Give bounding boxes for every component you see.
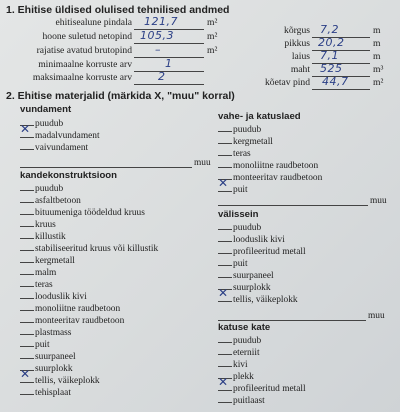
item-label: profileeritud metall <box>233 247 306 257</box>
item-label: plastmass <box>35 328 72 338</box>
item-label: monoliitne raudbetoon <box>233 161 319 171</box>
field-value[interactable]: 20,2 <box>318 36 345 49</box>
field-value[interactable]: 7,2 <box>320 23 339 36</box>
item-label: bituumeniga töödeldud kruus <box>35 208 145 218</box>
section2-title: 2. Ehitise materjalid (märkida X, "muu" korral) <box>6 90 235 102</box>
checkbox-blank[interactable] <box>20 302 34 311</box>
checkbox-blank[interactable] <box>218 245 232 254</box>
checkbox-blank[interactable] <box>20 122 34 138</box>
item-label: kergmetall <box>233 137 273 147</box>
checkbox-blank[interactable] <box>218 334 232 343</box>
check-mark-icon: ✕ <box>218 176 229 190</box>
item-label: puudub <box>35 184 64 194</box>
item-label: kergmetall <box>35 256 75 266</box>
item-label: puit <box>233 259 248 269</box>
field-unit: m² <box>207 45 218 56</box>
checkbox-blank[interactable] <box>218 221 232 230</box>
item-label: teras <box>233 149 251 159</box>
field-unit: m <box>373 25 381 36</box>
checkbox-blank[interactable] <box>218 233 232 242</box>
checkbox-blank[interactable] <box>20 367 34 383</box>
field-value[interactable]: 2 <box>158 70 166 83</box>
item-label: suurpaneel <box>233 271 274 281</box>
kandekonstruktsioon-heading: kandekonstruktsioon <box>20 170 118 181</box>
field-unit: m³ <box>373 64 384 75</box>
field-label: kõetav pind <box>264 77 310 88</box>
field-label: minimaalne korruste arv <box>38 59 132 70</box>
checkbox-blank[interactable] <box>20 206 34 215</box>
vundament-heading: vundament <box>20 104 72 115</box>
checkbox-blank[interactable] <box>20 350 34 359</box>
field-label: maht <box>290 64 310 75</box>
item-label: monteeritav raudbetoon <box>233 173 323 183</box>
section1-title: 1. Ehitise üldised olulised tehnilised andmed <box>6 4 230 16</box>
checkbox-blank[interactable] <box>218 159 232 168</box>
vahelaed-item[interactable] <box>218 176 248 196</box>
field-value[interactable]: 1 <box>165 57 173 70</box>
check-mark-icon: ✕ <box>218 286 229 300</box>
checkbox-blank[interactable] <box>218 123 232 132</box>
checkbox-blank[interactable] <box>20 290 34 299</box>
item-label: vaivundament <box>35 143 89 153</box>
checkbox-blank[interactable] <box>20 266 34 275</box>
item-label: monteeritav raudbetoon <box>35 316 125 326</box>
field-unit: m² <box>207 31 218 42</box>
item-label: puitlaast <box>233 396 265 406</box>
checkbox-blank[interactable] <box>218 135 232 144</box>
checkbox-blank[interactable] <box>20 230 34 239</box>
item-label: killustik <box>35 232 66 242</box>
item-label: asfaltbetoon <box>35 196 81 206</box>
checkbox-blank[interactable] <box>218 346 232 355</box>
valissein-muu-line <box>218 320 366 321</box>
checkbox-blank[interactable] <box>218 394 232 403</box>
item-label: suurpaneel <box>35 352 76 362</box>
item-label: tehisplaat <box>35 388 71 398</box>
item-label: tellis, väikeplokk <box>35 376 100 386</box>
item-label: tellis, väikeplokk <box>233 295 298 305</box>
checkbox-blank[interactable] <box>218 286 232 302</box>
checkbox-blank[interactable] <box>20 386 34 395</box>
katusekate-heading: katuse kate <box>218 322 271 333</box>
item-label: madalvundament <box>35 131 100 141</box>
vundament-muu-label: muu <box>194 158 211 168</box>
field-value[interactable]: 121,7 <box>144 15 178 28</box>
field-unit: m² <box>207 17 218 28</box>
vundament-item[interactable] <box>20 141 88 154</box>
checkbox-blank[interactable] <box>218 269 232 278</box>
check-mark-icon: ✕ <box>218 375 229 389</box>
checkbox-blank[interactable] <box>218 257 232 266</box>
checkbox-blank[interactable] <box>20 338 34 347</box>
item-label: puudub <box>35 119 64 129</box>
field-unit: m <box>373 38 381 49</box>
field-line <box>134 71 204 72</box>
field-value[interactable]: 44,7 <box>322 75 349 88</box>
field-label: rajatise avatud brutopind <box>36 45 132 56</box>
item-label: monoliitne raudbetoon <box>35 304 121 314</box>
field-label: maksimaalne korruste arv <box>32 72 132 83</box>
field-line <box>134 43 204 44</box>
vundament-muu-line <box>20 167 192 168</box>
item-label: stabiliseeritud kruus või killustik <box>35 244 159 254</box>
valissein-muu-label: muu <box>368 311 385 321</box>
checkbox-blank[interactable] <box>20 242 34 251</box>
check-mark-icon: ✕ <box>20 367 31 381</box>
field-unit: m² <box>373 77 384 88</box>
checkbox-blank[interactable] <box>20 141 34 150</box>
item-label: looduslik kivi <box>233 235 285 245</box>
item-label: puudub <box>233 336 262 346</box>
checkbox-blank[interactable] <box>20 278 34 287</box>
field-value[interactable]: – <box>155 43 161 56</box>
checkbox-blank[interactable] <box>20 326 34 335</box>
field-label: ehitisealune pindala <box>55 17 132 28</box>
valissein-heading: välissein <box>218 209 259 220</box>
item-label: looduslik kivi <box>35 292 87 302</box>
checkbox-blank[interactable] <box>20 314 34 323</box>
item-label: puudub <box>233 223 262 233</box>
vahelaed-muu-line <box>218 205 368 206</box>
checkbox-blank[interactable] <box>20 218 34 227</box>
field-label: pikkus <box>284 38 310 49</box>
item-label: puudub <box>233 125 262 135</box>
field-label: kõrgus <box>284 25 310 36</box>
item-label: eterniit <box>233 348 260 358</box>
check-mark-icon: ✕ <box>20 122 31 136</box>
checkbox-blank[interactable] <box>20 194 34 203</box>
field-value[interactable]: 105,3 <box>140 29 174 42</box>
checkbox-blank[interactable] <box>218 358 232 367</box>
checkbox-blank[interactable] <box>20 182 34 191</box>
field-line <box>312 89 370 90</box>
item-label: malm <box>35 268 57 278</box>
katusekate-item[interactable] <box>218 394 265 407</box>
checkbox-blank[interactable] <box>20 254 34 263</box>
item-label: suurplokk <box>35 364 73 374</box>
field-value[interactable]: 7,1 <box>320 49 339 62</box>
field-value[interactable]: 525 <box>320 62 343 75</box>
vahelaed-muu-label: muu <box>370 196 387 206</box>
item-label: kivi <box>233 360 248 370</box>
item-label: teras <box>35 280 53 290</box>
item-label: puit <box>35 340 50 350</box>
checkbox-blank[interactable] <box>218 375 232 391</box>
field-unit: m <box>373 51 381 62</box>
field-line <box>134 84 204 85</box>
item-label: profileeritud metall <box>233 384 306 394</box>
kandekonstruktsioon-item[interactable] <box>20 386 71 399</box>
item-label: kruus <box>35 220 56 230</box>
field-label: laius <box>291 51 310 62</box>
item-label: puit <box>233 185 248 195</box>
vahelaed-heading: vahe- ja katuslaed <box>218 111 301 122</box>
field-label: hoone suletud netopind <box>42 31 132 42</box>
checkbox-blank[interactable] <box>218 147 232 156</box>
item-label: suurplokk <box>233 283 271 293</box>
checkbox-blank[interactable] <box>218 176 232 192</box>
item-label: plekk <box>233 372 254 382</box>
